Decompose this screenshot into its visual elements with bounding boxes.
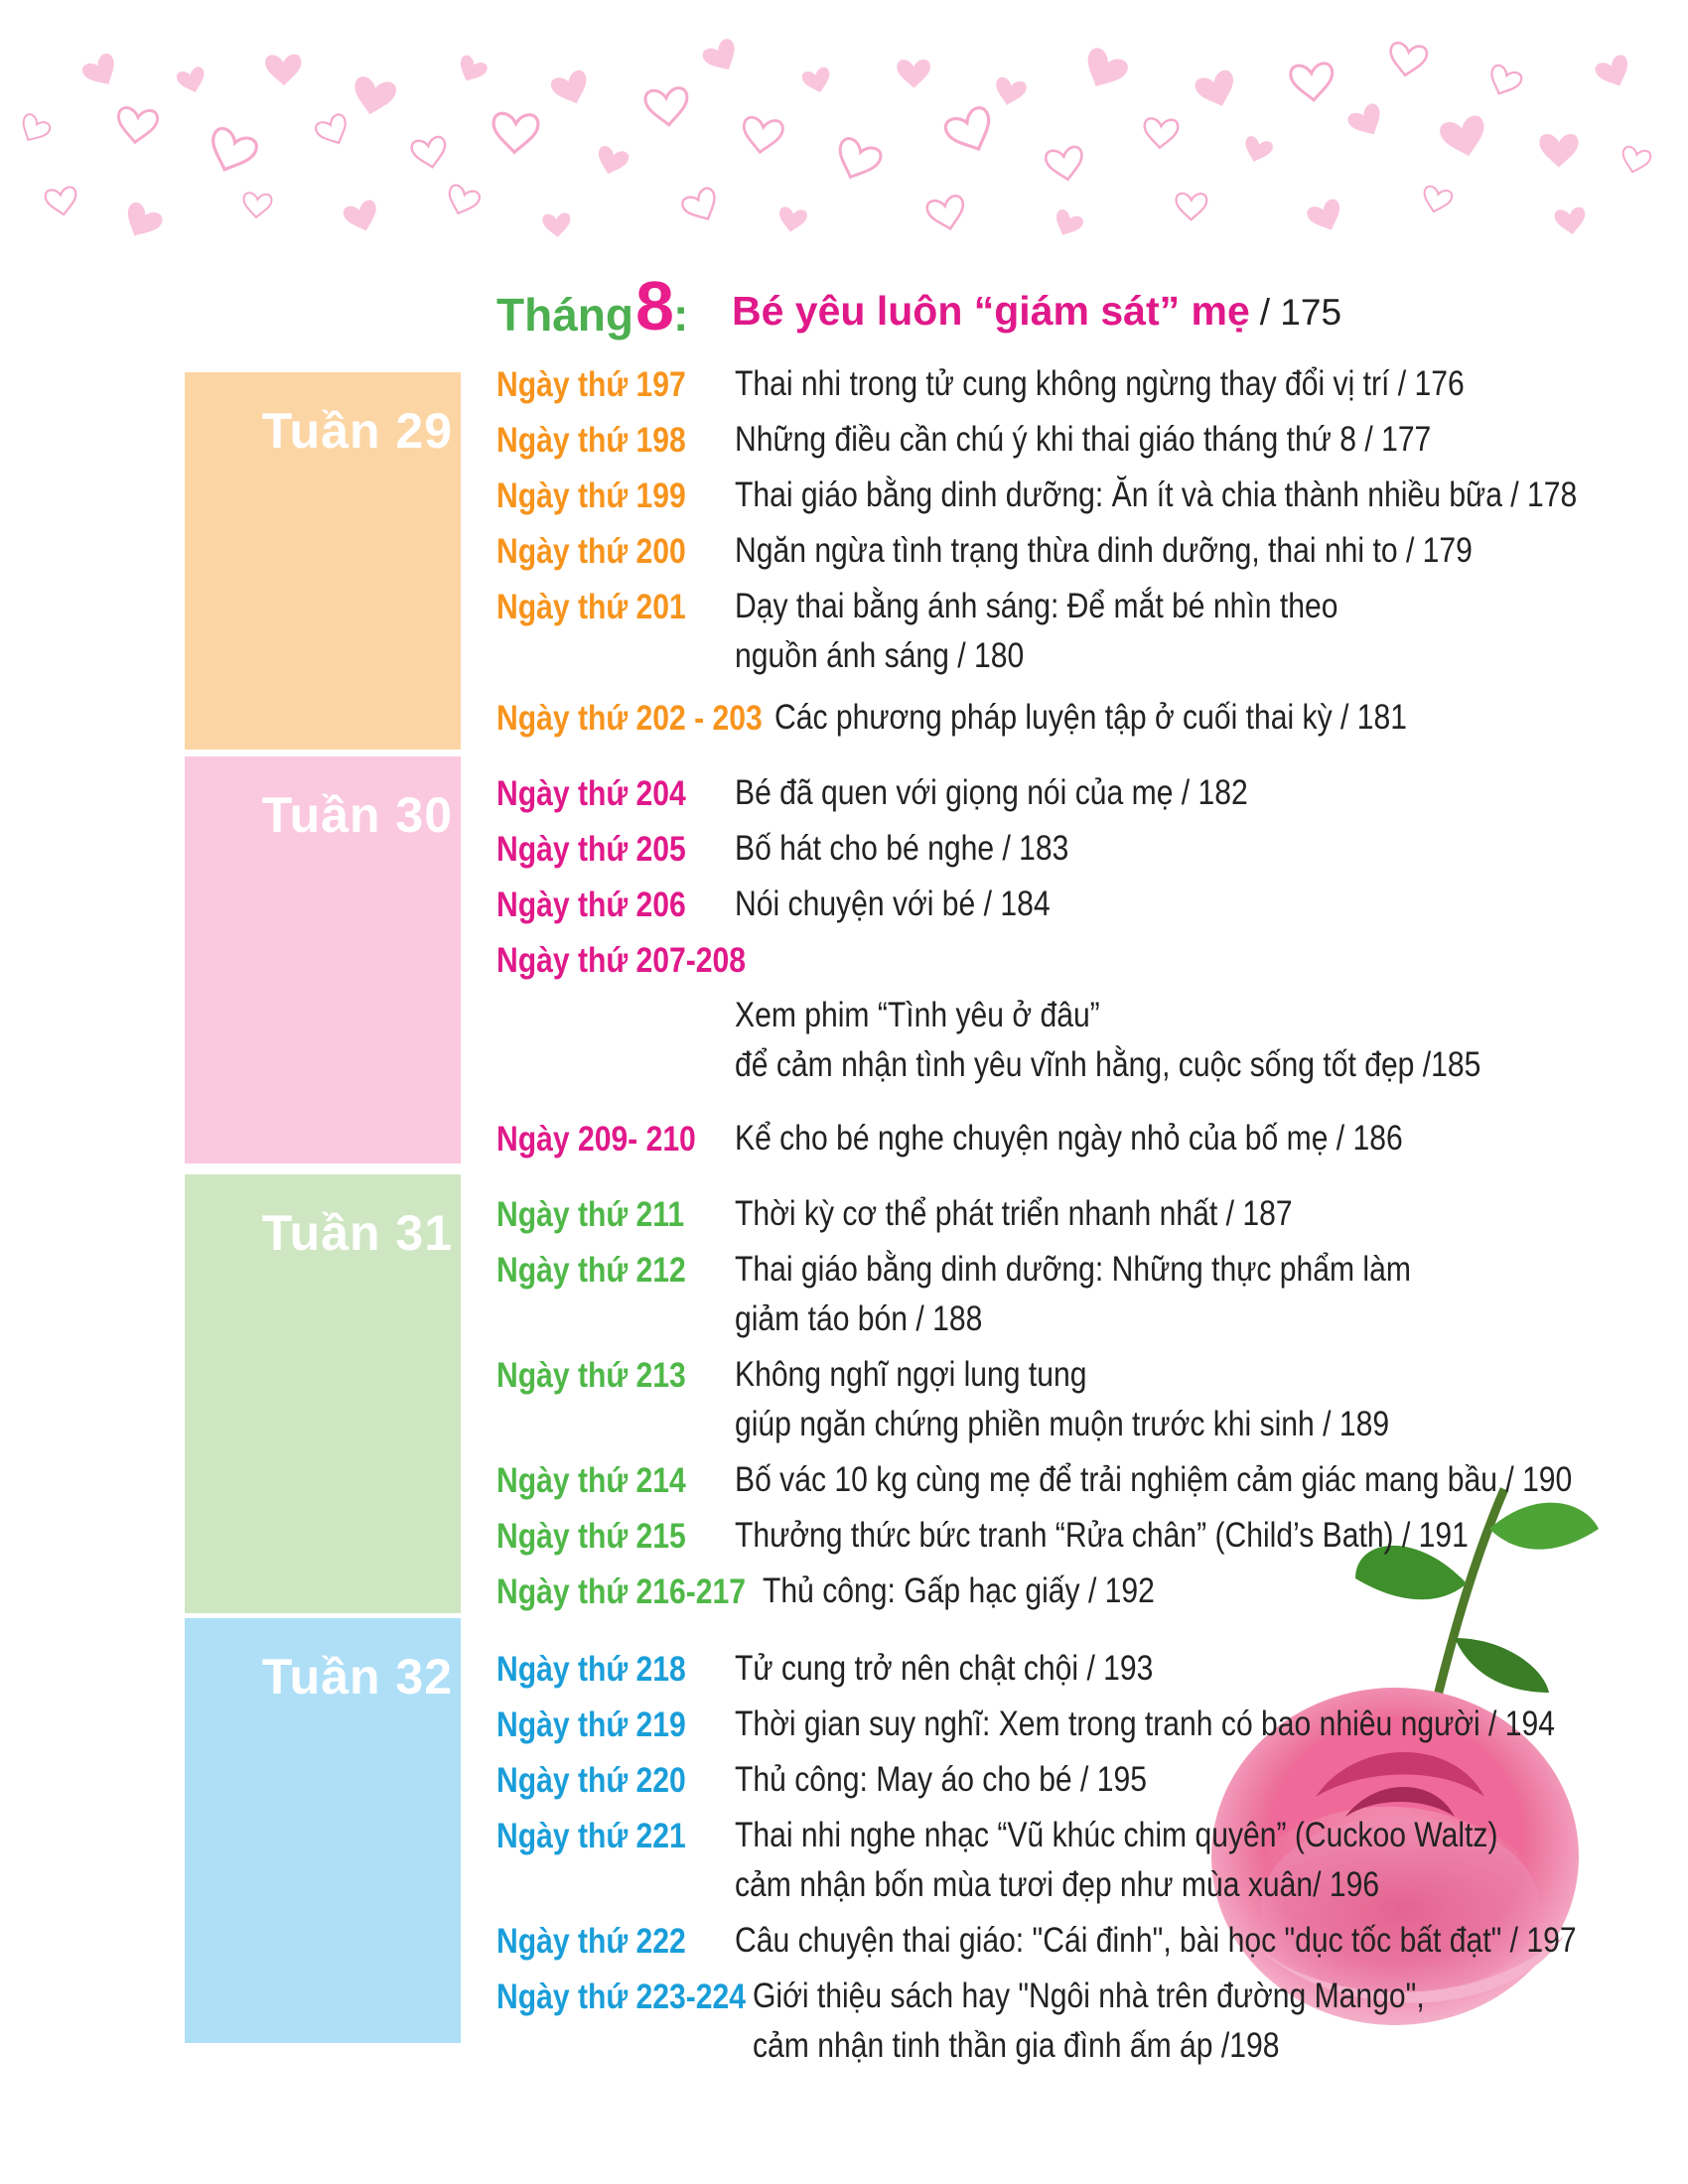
entry-description	[735, 768, 1248, 818]
day-label: Ngày thứ 205	[496, 830, 686, 869]
entry-description	[774, 693, 1407, 743]
entry-description	[735, 1700, 1555, 1749]
hearts-banner	[0, 0, 1688, 268]
entry-description	[735, 1755, 1147, 1805]
day-label: Ngày thứ 199	[496, 477, 686, 515]
description-line: Bố hát cho bé nghe / 183	[735, 829, 1069, 868]
description-line: Thủ công: May áo cho bé / 195	[735, 1760, 1147, 1799]
description-line: Bố vác 10 kg cùng mẹ để trải nghiệm cảm giác mang bầu / 190	[735, 1460, 1573, 1499]
heart-icon	[242, 193, 272, 218]
description-line: Thời kỳ cơ thể phát triển nhanh nhất / 187	[735, 1194, 1293, 1233]
description-line: cảm nhận tinh thần gia đình ấm áp /198	[753, 2026, 1280, 2065]
day-label: Ngày thứ 215	[496, 1517, 686, 1556]
week-label: Tuần 29	[261, 403, 453, 459]
entry-description	[735, 471, 1577, 520]
week-label: Tuần 30	[261, 787, 453, 843]
heart-icon	[741, 116, 783, 155]
heart-icon	[314, 112, 352, 149]
heart-icon	[1050, 207, 1084, 240]
day-label: Ngày 209- 210	[496, 1120, 696, 1159]
entry-description	[735, 1811, 1497, 1910]
day-label: Ngày thứ 220	[496, 1761, 686, 1800]
heart-icon	[800, 66, 833, 95]
description-line: Thai giáo bằng dinh dưỡng: Ăn ít và chia thành nhiều bữa / 178	[735, 476, 1578, 514]
description-line: nguồn ánh sáng / 180	[735, 636, 1025, 675]
heart-icon	[1143, 118, 1179, 149]
description-line: giảm táo bón / 188	[735, 1299, 983, 1338]
heart-icon	[1193, 68, 1240, 113]
description-line: Thưởng thức bức tranh “Rửa chân” (Child’s Bath) / 191	[735, 1516, 1469, 1555]
heart-icon	[897, 60, 930, 88]
entry-description	[735, 1455, 1572, 1505]
heart-icon	[549, 68, 594, 110]
description-line: Thủ công: Gấp hạc giấy / 192	[763, 1571, 1155, 1610]
heart-icon	[776, 206, 808, 234]
description-line: Giới thiệu sách hay "Ngôi nhà trên đường Mango",	[753, 1977, 1425, 2015]
heart-icon	[644, 87, 690, 127]
description-line: để cảm nhận tình yêu vĩnh hằng, cuộc sống tốt đẹp /185	[735, 1045, 1481, 1084]
day-label: Ngày thứ 214	[496, 1461, 686, 1500]
description-line: cảm nhận bốn mùa tươi đẹp như mùa xuân/ 196	[735, 1865, 1380, 1904]
entry-description	[735, 1511, 1469, 1561]
heart-icon	[79, 52, 122, 93]
heart-icon	[700, 37, 743, 77]
description-line: Thai nhi trong tử cung không ngừng thay đổi vị trí / 176	[735, 364, 1465, 403]
heart-icon	[1594, 53, 1635, 92]
entry-description	[735, 1189, 1293, 1239]
heart-icon	[16, 112, 52, 147]
description-line: Không nghĩ ngợi lung tung	[735, 1355, 1087, 1394]
month-title	[732, 288, 1341, 335]
heart-icon	[204, 126, 259, 178]
heart-icon	[1619, 146, 1652, 176]
day-label: Ngày thứ 206	[496, 886, 686, 924]
heart-icon	[1290, 63, 1335, 102]
entry-description	[735, 880, 1051, 929]
heart-icon	[1345, 101, 1388, 142]
week-block-30	[185, 756, 461, 1163]
heart-icon	[1176, 194, 1206, 220]
entry-description	[735, 359, 1465, 409]
day-label: Ngày thứ 213	[496, 1356, 686, 1395]
heart-icon	[943, 105, 1000, 158]
month-title-text: Bé yêu luôn “giám sát” mẹ	[732, 288, 1250, 334]
entry-description	[763, 1567, 1155, 1616]
entry-description	[735, 824, 1068, 874]
heart-icon	[1485, 64, 1524, 99]
day-label: Ngày thứ 216-217	[496, 1572, 747, 1611]
day-label: Ngày thứ 197	[496, 365, 686, 404]
heart-icon	[1387, 42, 1428, 78]
description-line: Nói chuyện với bé / 184	[735, 885, 1051, 923]
heart-icon	[350, 75, 398, 119]
heart-icon	[1554, 206, 1588, 236]
entry-description	[735, 582, 1337, 681]
description-line: giúp ngăn chứng phiền muộn trước khi sinh / 189	[735, 1405, 1390, 1443]
day-label: Ngày thứ 202 - 203	[496, 699, 763, 738]
day-label: Ngày thứ 201	[496, 588, 686, 626]
description-line: Tử cung trở nên chật chội / 193	[735, 1649, 1154, 1688]
entry-description	[735, 415, 1431, 465]
heart-icon	[1240, 135, 1274, 166]
day-label: Ngày thứ 212	[496, 1251, 686, 1290]
heart-icon	[594, 144, 631, 178]
week-label: Tuần 32	[261, 1649, 453, 1705]
heart-icon	[992, 76, 1028, 109]
heart-icon	[454, 54, 490, 87]
day-label: Ngày thứ 222	[496, 1922, 686, 1961]
day-label: Ngày thứ 218	[496, 1650, 686, 1689]
description-line: Dạy thai bằng ánh sáng: Để mắt bé nhìn theo	[735, 587, 1338, 625]
day-label: Ngày thứ 207-208	[496, 941, 747, 980]
heart-icon	[1539, 134, 1578, 168]
week-block-29	[185, 372, 461, 750]
entry-description	[735, 526, 1473, 576]
description-line: Thai giáo bằng dinh dưỡng: Những thực phẩm làm	[735, 1250, 1411, 1289]
month-word: Tháng	[496, 289, 633, 341]
heart-icon	[1077, 45, 1131, 95]
heart-icon	[411, 136, 449, 171]
description-line: Kể cho bé nghe chuyện ngày nhỏ của bố mẹ / 186	[735, 1119, 1403, 1158]
description-line: Thời gian suy nghĩ: Xem trong tranh có bao nhiêu người / 194	[735, 1705, 1556, 1743]
month-number: 8	[635, 267, 674, 344]
heart-icon	[118, 200, 165, 244]
heart-icon	[542, 212, 572, 238]
entry-description	[735, 1916, 1577, 1966]
entry-description	[735, 1245, 1411, 1344]
day-label: Ngày thứ 223-224	[496, 1978, 747, 2016]
description-line: Các phương pháp luyện tập ở cuối thai kỳ / 181	[774, 698, 1407, 737]
month-page: / 175	[1259, 292, 1342, 333]
heart-icon	[176, 66, 210, 96]
description-line: Thai nhi nghe nhạc “Vũ khúc chim quyên” (Cuckoo Waltz)	[735, 1816, 1498, 1854]
heart-icon	[680, 186, 723, 226]
heart-icon	[1438, 114, 1490, 162]
heart-icon	[1420, 185, 1453, 214]
day-label: Ngày thứ 221	[496, 1817, 686, 1855]
entry-description	[753, 1972, 1425, 2071]
description-line: Câu chuyện thai giáo: "Cái đinh", bài học "dục tốc bất đạt" / 197	[735, 1921, 1577, 1960]
heart-icon	[444, 184, 482, 218]
heart-icon	[1045, 146, 1085, 183]
entry-description	[735, 1114, 1403, 1163]
month-colon: :	[673, 289, 689, 341]
week-block-31	[185, 1174, 461, 1613]
entry-description	[735, 991, 1480, 1090]
description-line: Xem phim “Tình yêu ở đâu”	[735, 996, 1100, 1034]
week-block-32	[185, 1618, 461, 2043]
description-line: Những điều cần chú ý khi thai giáo tháng thứ 8 / 177	[735, 420, 1432, 459]
day-label: Ngày thứ 204	[496, 774, 686, 813]
heart-icon	[265, 54, 302, 85]
day-label: Ngày thứ 219	[496, 1706, 686, 1744]
heart-icon	[1305, 198, 1346, 236]
week-label: Tuần 31	[261, 1205, 453, 1261]
heart-icon	[925, 195, 967, 233]
heart-icon	[492, 113, 539, 154]
entry-description	[735, 1350, 1389, 1449]
heart-icon	[342, 199, 382, 236]
heart-icon	[115, 107, 158, 145]
day-label: Ngày thứ 211	[496, 1195, 685, 1234]
day-label: Ngày thứ 198	[496, 421, 686, 460]
heart-icon	[831, 136, 883, 185]
day-label: Ngày thứ 200	[496, 532, 686, 571]
entry-description	[735, 1644, 1153, 1694]
heart-icon	[45, 187, 79, 217]
description-line: Bé đã quen với giọng nói của mẹ / 182	[735, 773, 1248, 812]
description-line: Ngăn ngừa tình trạng thừa dinh dưỡng, thai nhi to / 179	[735, 531, 1473, 570]
